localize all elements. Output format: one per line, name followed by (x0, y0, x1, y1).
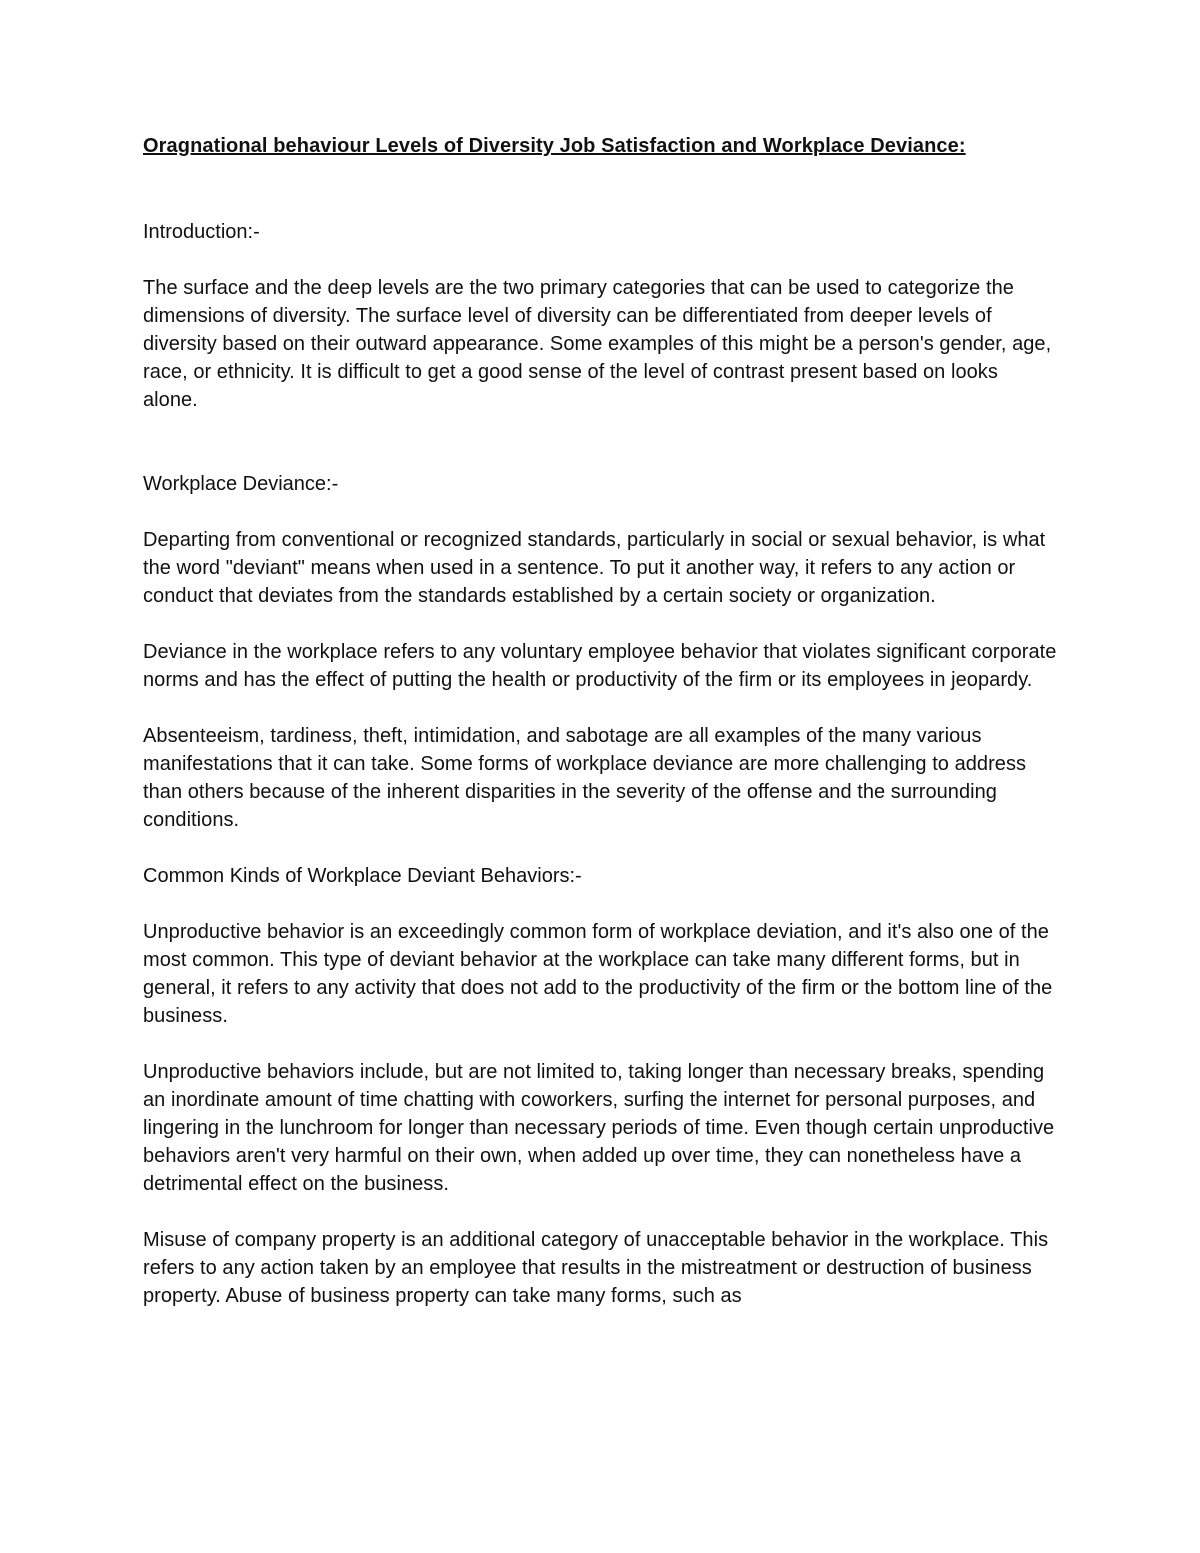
document-body (143, 132, 1058, 1310)
introduction-heading: Introduction:- (143, 221, 260, 243)
introduction-paragraph: The surface and the deep levels are the two primary categories that can be used to categorize the dimensions of diversity. The surface level of diversity can be differentiated from deeper levels of diversity based on their outward appearance. Some examples of this might be a person's gender, age, race, or ethnicity. It is difficult to get a good sense of the level of contrast present based on looks alone. (143, 277, 1052, 411)
workplace-deviance-heading: Workplace Deviance:- (143, 473, 339, 495)
common-kinds-paragraph-1: Unproductive behavior is an exceedingly common form of workplace deviation, and it's also one of the most common. This type of deviant behavior at the workplace can take many different forms, but in general, it refers to any activity that does not add to the productivity of the firm or the bottom line of the business. (143, 921, 1053, 1027)
common-kinds-heading: Common Kinds of Workplace Deviant Behaviors:- (143, 865, 582, 887)
workplace-deviance-paragraph-1: Departing from conventional or recognized standards, particularly in social or sexual behavior, is what the word "deviant" means when used in a sentence. To put it another way, it refers to any action or conduct that deviates from the standards established by a certain society or organization. (143, 529, 1046, 607)
document-title: Oragnational behaviour Levels of Diversity Job Satisfaction and Workplace Deviance: (143, 135, 966, 157)
workplace-deviance-paragraph-2: Deviance in the workplace refers to any voluntary employee behavior that violates significant corporate norms and has the effect of putting the health or productivity of the firm or its employees in jeopardy. (143, 641, 1057, 691)
workplace-deviance-paragraph-3: Absenteeism, tardiness, theft, intimidation, and sabotage are all examples of the many various manifestations that it can take. Some forms of workplace deviance are more challenging to address than others because of the inherent disparities in the severity of the offense and the surrounding conditions. (143, 725, 1027, 831)
common-kinds-paragraph-2: Unproductive behaviors include, but are not limited to, taking longer than necessary breaks, spending an inordinate amount of time chatting with coworkers, surfing the internet for personal purposes, and lingering in the lunchroom for longer than necessary periods of time. Even though certain unproductive behaviors aren't very harmful on their own, when added up over time, they can nonetheless have a detrimental effect on the business. (143, 1061, 1055, 1195)
common-kinds-paragraph-3: Misuse of company property is an additional category of unacceptable behavior in the workplace. This refers to any action taken by an employee that results in the mistreatment or destruction of business property. Abuse of business property can take many forms, such as (143, 1229, 1049, 1307)
